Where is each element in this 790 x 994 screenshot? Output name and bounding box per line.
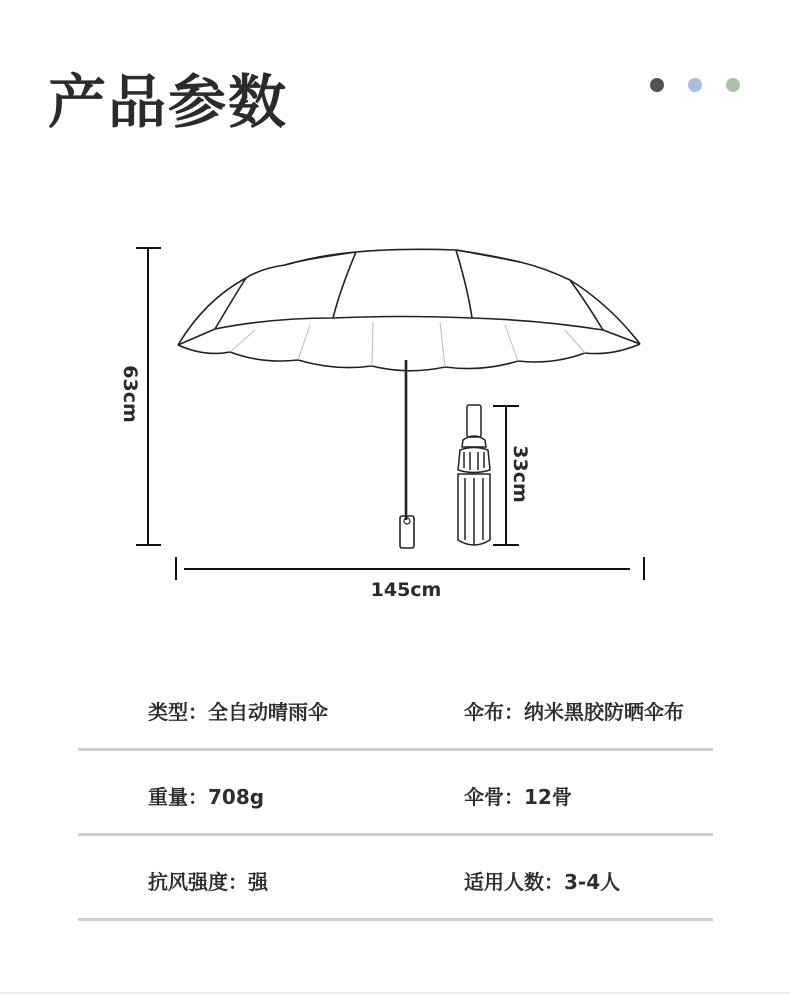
width-label: 145cm bbox=[370, 579, 442, 601]
spec-row bbox=[78, 751, 713, 836]
spec-table bbox=[78, 666, 713, 921]
blue-dot-icon bbox=[688, 78, 702, 92]
accent-dots bbox=[650, 78, 745, 94]
spec-weight: 重量：708g bbox=[148, 785, 265, 809]
spec-ribs: 伞骨：12骨 bbox=[464, 785, 572, 809]
spec-row bbox=[78, 836, 713, 921]
spec-capacity: 适用人数：3-4人 bbox=[464, 870, 621, 894]
umbrella-dimension-diagram bbox=[0, 200, 790, 620]
dark-dot-icon bbox=[650, 78, 664, 92]
height-label: 63cm bbox=[119, 365, 141, 423]
width-dimension-line bbox=[176, 557, 644, 580]
page-title: 产品参数 bbox=[48, 68, 289, 136]
spec-wind-resistance: 抗风强度：强 bbox=[148, 870, 268, 894]
open-umbrella-icon bbox=[178, 249, 640, 548]
spec-fabric: 伞布：纳米黑胶防晒伞布 bbox=[464, 700, 684, 724]
spec-row bbox=[78, 666, 713, 751]
green-dot-icon bbox=[726, 78, 740, 92]
spec-type: 类型：全自动晴雨伞 bbox=[148, 700, 328, 724]
folded-length-label: 33cm bbox=[509, 445, 531, 503]
folded-umbrella-icon bbox=[458, 405, 490, 545]
